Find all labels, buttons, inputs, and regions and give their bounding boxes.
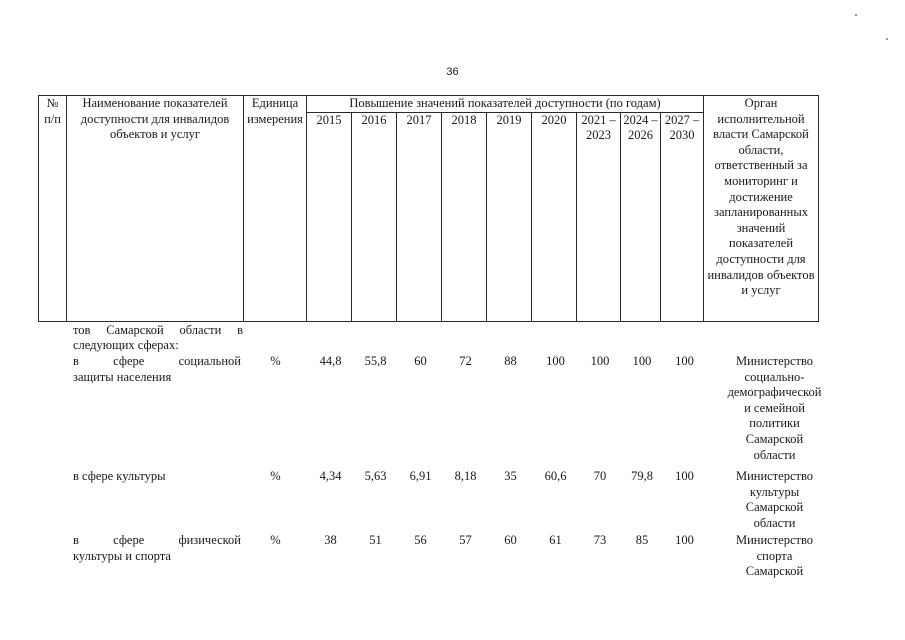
row-org-line: социально- [744,369,805,384]
row-name-line: в сфере физической [73,533,241,547]
row-org-line: демографической [727,385,822,400]
row-value: 60,6 [544,469,567,483]
header-num: № п/п [39,96,67,322]
row-org [717,354,832,463]
intro-line: следующих сферах: [73,338,179,352]
row-unit: % [270,469,281,483]
header-group: Повышение значений показателей доступности (по годам) [307,96,704,113]
header-year: 2015 [307,112,352,321]
header-table [38,95,819,322]
page-number: 36 [446,66,459,78]
row-org-line: Самарской [745,500,804,515]
scan-speck [855,14,857,16]
intro-line: тов Самарской области в [73,323,243,337]
row-value: 51 [369,533,382,547]
row-value: 4,34 [319,469,342,483]
row-value: 100 [590,354,610,368]
row-name-line: культуры и спорта [73,549,171,563]
row-value: 5,63 [364,469,387,483]
header-name: Наименование показателей доступности для инвалидов объектов и услуг [67,96,244,322]
row-unit: % [270,533,281,547]
row-name-line: в сфере культуры [73,469,166,483]
row-value: 73 [593,533,607,547]
row-value: 100 [675,469,694,483]
row-unit: % [270,354,281,368]
row-value: 8,18 [454,469,477,483]
row-value: 100 [632,354,652,368]
row-org [717,533,832,580]
header-org: Орган исполнительной власти Самарской области, ответственный за мониторинг и достижение запланированных значений показателей доступности для инвалидов объектов и услуг [704,96,819,322]
header-year: 2019 [487,112,532,321]
row-name-line: защиты населения [73,370,172,384]
header-year: 2017 [397,112,442,321]
header-year: 2016 [352,112,397,321]
row-name-line: в сфере социальной [73,354,241,368]
row-value: 35 [504,469,517,483]
row-value: 100 [546,354,565,368]
header-unit: Единица измерения [244,96,307,322]
row-value: 56 [414,533,427,547]
header-year: 2018 [442,112,487,321]
row-value: 72 [459,354,472,368]
row-value: 38 [324,533,337,547]
row-org-line: Министерство [735,469,814,483]
row-value: 60 [504,533,517,547]
row-org-line: спорта [756,548,793,563]
header-year: 2020 [532,112,577,321]
row-org [717,469,832,531]
row-value: 100 [675,354,694,368]
row-value: 60 [414,354,427,368]
row-value: 79,8 [631,469,653,483]
header-year: 2021 – 2023 [577,112,621,321]
row-org-line: политики [749,416,800,431]
row-value: 70 [593,469,607,483]
row-value: 88 [504,354,517,368]
header-year: 2024 – 2026 [621,112,661,321]
header-year: 2027 – 2030 [661,112,704,321]
row-org-line: Самарской [745,431,804,446]
row-org-line: культуры [749,484,800,499]
row-value: 85 [635,533,649,547]
row-org-line: Министерство [735,354,814,368]
scan-speck [886,38,888,40]
row-value: 57 [459,533,472,547]
row-value: 6,91 [409,469,432,483]
row-org-line: и семейной [744,400,805,415]
row-value: 100 [675,533,694,547]
row-org-line: Самарской [745,564,804,579]
row-value: 44,8 [319,354,342,368]
row-value: 61 [549,533,562,547]
row-org-line: области [753,515,796,530]
row-value: 55,8 [364,354,387,368]
row-org-line: области [753,447,796,462]
row-org-line: Министерство [735,533,814,547]
